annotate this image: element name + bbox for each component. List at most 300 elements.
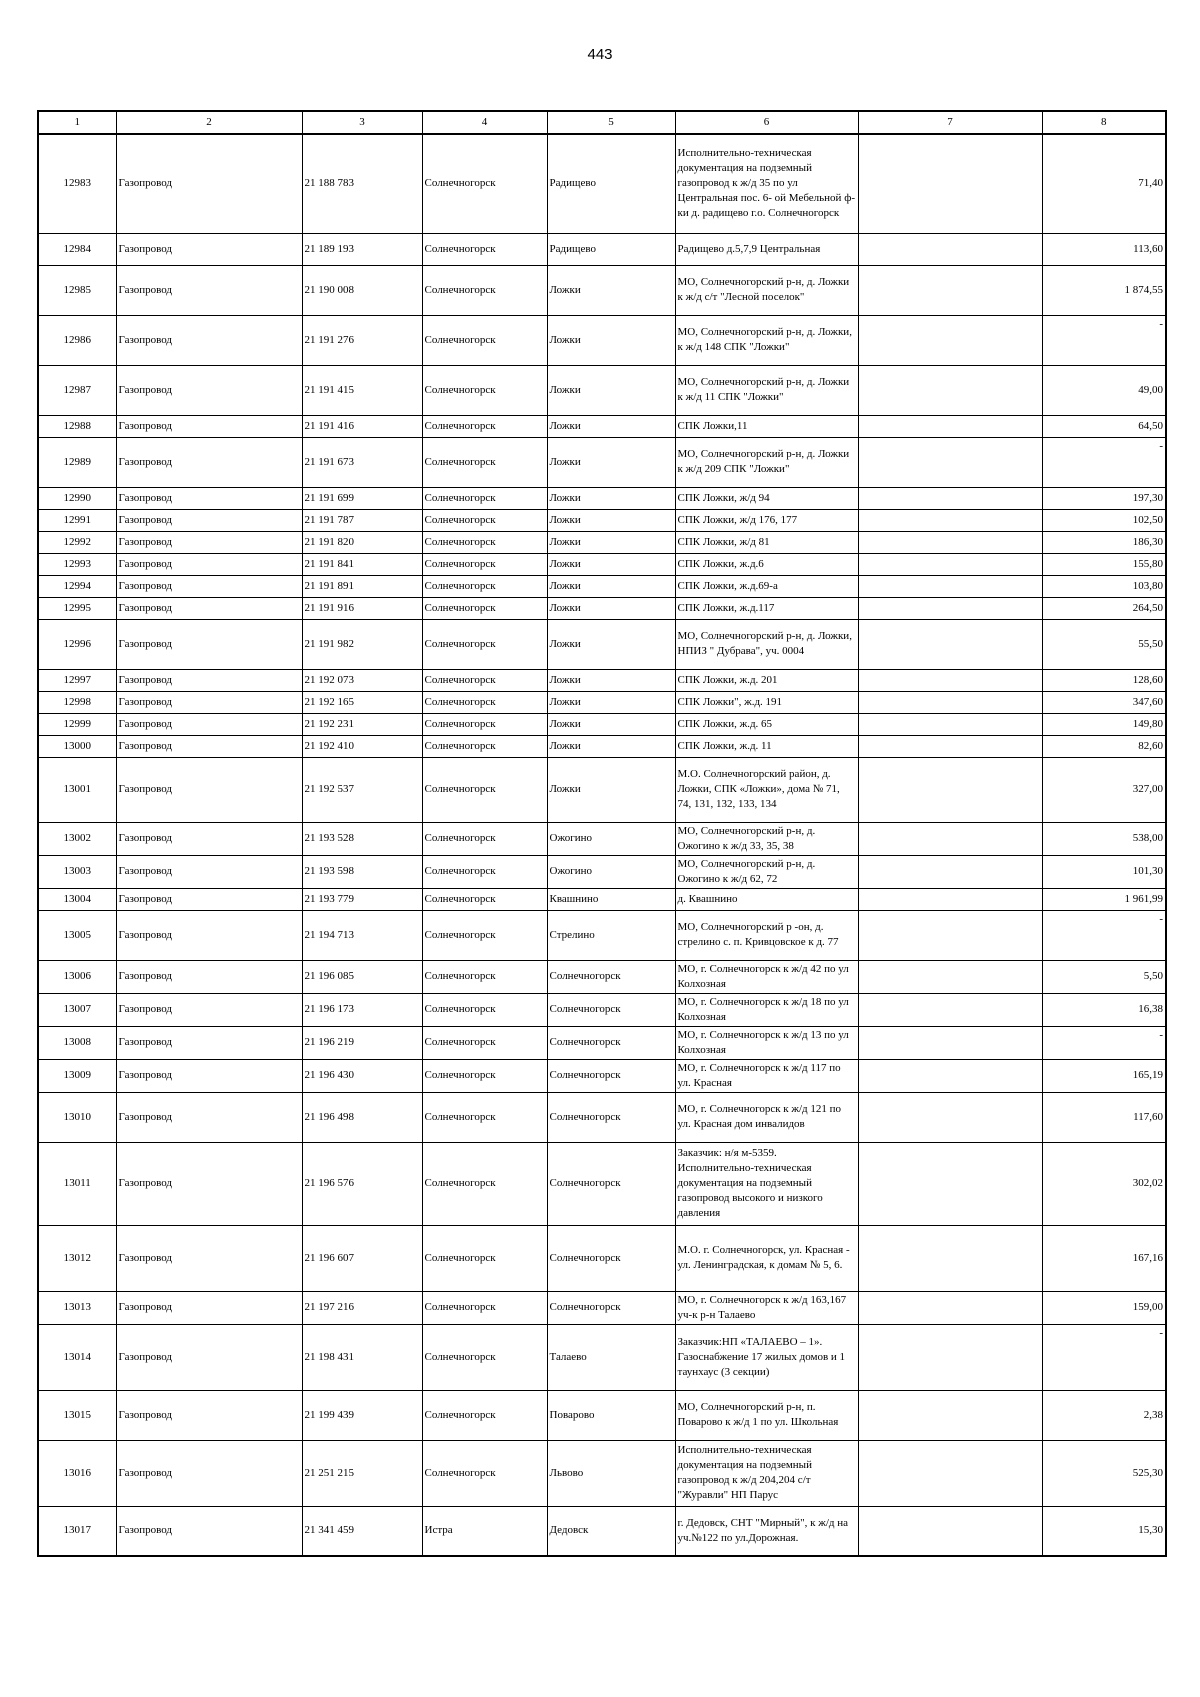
cell-object-type: Газопровод bbox=[116, 415, 302, 437]
cell-address: МО, Солнечногорский р-н, п. Поварово к ж/д 1 по ул. Школьная bbox=[675, 1390, 858, 1440]
cell-address: МО, Солнечногорский р-н, д. Ожогино к ж/д 33, 35, 38 bbox=[675, 822, 858, 855]
cell-column-7 bbox=[858, 713, 1042, 735]
cell-value: 16,38 bbox=[1042, 993, 1166, 1026]
table-row bbox=[38, 757, 1166, 822]
cell-registry-number: 21 191 276 bbox=[302, 315, 422, 365]
cell-column-7 bbox=[858, 993, 1042, 1026]
table-row bbox=[38, 1092, 1166, 1142]
cell-district: Солнечногорск bbox=[422, 1324, 547, 1390]
cell-row-number: 12994 bbox=[38, 575, 116, 597]
cell-object-type: Газопровод bbox=[116, 531, 302, 553]
cell-registry-number: 21 190 008 bbox=[302, 265, 422, 315]
cell-value: 538,00 bbox=[1042, 822, 1166, 855]
cell-address: МО, Солнечногорский р-н, д. Ложки, к ж/д 148 СПК "Ложки" bbox=[675, 315, 858, 365]
cell-column-7 bbox=[858, 1291, 1042, 1324]
cell-row-number: 12999 bbox=[38, 713, 116, 735]
cell-row-number: 12983 bbox=[38, 134, 116, 233]
column-header: 2 bbox=[116, 111, 302, 134]
cell-row-number: 13012 bbox=[38, 1225, 116, 1291]
cell-registry-number: 21 193 779 bbox=[302, 888, 422, 910]
table-row bbox=[38, 855, 1166, 888]
cell-row-number: 12993 bbox=[38, 553, 116, 575]
cell-object-type: Газопровод bbox=[116, 757, 302, 822]
cell-address: Исполнительно-техническая документация на подземный газопровод к ж/д 204,204 с/т "Журавли" НП Парус bbox=[675, 1440, 858, 1506]
table-row bbox=[38, 1324, 1166, 1390]
cell-registry-number: 21 191 916 bbox=[302, 597, 422, 619]
cell-locality: Ложки bbox=[547, 735, 675, 757]
cell-value: 149,80 bbox=[1042, 713, 1166, 735]
cell-address: МО, Солнечногорский р-н, д. Ложки, НПИЗ " Дубрава", уч. 0004 bbox=[675, 619, 858, 669]
cell-column-7 bbox=[858, 757, 1042, 822]
cell-row-number: 13007 bbox=[38, 993, 116, 1026]
page-number: 443 bbox=[587, 46, 613, 63]
cell-address: Радищево д.5,7,9 Центральная bbox=[675, 233, 858, 265]
cell-value: 49,00 bbox=[1042, 365, 1166, 415]
cell-address: МО, г. Солнечногорск к ж/д 121 по ул. Красная дом инвалидов bbox=[675, 1092, 858, 1142]
cell-value: 197,30 bbox=[1042, 487, 1166, 509]
cell-district: Солнечногорск bbox=[422, 713, 547, 735]
cell-address: СПК Ложки, ж.д.6 bbox=[675, 553, 858, 575]
cell-object-type: Газопровод bbox=[116, 669, 302, 691]
cell-district: Солнечногорск bbox=[422, 669, 547, 691]
cell-row-number: 13014 bbox=[38, 1324, 116, 1390]
cell-object-type: Газопровод bbox=[116, 134, 302, 233]
cell-registry-number: 21 196 576 bbox=[302, 1142, 422, 1225]
cell-object-type: Газопровод bbox=[116, 691, 302, 713]
cell-district: Солнечногорск bbox=[422, 619, 547, 669]
cell-locality: Ложки bbox=[547, 265, 675, 315]
cell-row-number: 13011 bbox=[38, 1142, 116, 1225]
cell-registry-number: 21 196 173 bbox=[302, 993, 422, 1026]
cell-address: СПК Ложки,11 bbox=[675, 415, 858, 437]
cell-column-7 bbox=[858, 1506, 1042, 1556]
table-body bbox=[38, 134, 1166, 1556]
table-row bbox=[38, 1142, 1166, 1225]
cell-object-type: Газопровод bbox=[116, 575, 302, 597]
cell-row-number: 13015 bbox=[38, 1390, 116, 1440]
cell-object-type: Газопровод bbox=[116, 553, 302, 575]
cell-row-number: 13017 bbox=[38, 1506, 116, 1556]
cell-value: 1 874,55 bbox=[1042, 265, 1166, 315]
cell-column-7 bbox=[858, 1026, 1042, 1059]
cell-locality: Львово bbox=[547, 1440, 675, 1506]
cell-object-type: Газопровод bbox=[116, 1390, 302, 1440]
cell-column-7 bbox=[858, 365, 1042, 415]
cell-address: Заказчик:НП «ТАЛАЕВО – 1». Газоснабжение 17 жилых домов и 1 таунхаус (3 секции) bbox=[675, 1324, 858, 1390]
table-row bbox=[38, 735, 1166, 757]
cell-address: МО, г. Солнечногорск к ж/д 18 по ул Колхозная bbox=[675, 993, 858, 1026]
cell-object-type: Газопровод bbox=[116, 822, 302, 855]
cell-address: СПК Ложки, ж.д. 65 bbox=[675, 713, 858, 735]
cell-registry-number: 21 188 783 bbox=[302, 134, 422, 233]
cell-row-number: 13010 bbox=[38, 1092, 116, 1142]
cell-row-number: 13006 bbox=[38, 960, 116, 993]
cell-address: МО, Солнечногорский р-н, д. Ложки к ж/д 11 СПК "Ложки" bbox=[675, 365, 858, 415]
cell-district: Солнечногорск bbox=[422, 315, 547, 365]
cell-object-type: Газопровод bbox=[116, 265, 302, 315]
cell-column-7 bbox=[858, 315, 1042, 365]
cell-locality: Ложки bbox=[547, 575, 675, 597]
cell-registry-number: 21 191 416 bbox=[302, 415, 422, 437]
cell-row-number: 12987 bbox=[38, 365, 116, 415]
cell-row-number: 12984 bbox=[38, 233, 116, 265]
table-row bbox=[38, 910, 1166, 960]
cell-registry-number: 21 193 528 bbox=[302, 822, 422, 855]
table-row bbox=[38, 233, 1166, 265]
cell-value: 159,00 bbox=[1042, 1291, 1166, 1324]
cell-column-7 bbox=[858, 1059, 1042, 1092]
cell-district: Солнечногорск bbox=[422, 365, 547, 415]
cell-district: Солнечногорск bbox=[422, 1440, 547, 1506]
column-header: 7 bbox=[858, 111, 1042, 134]
cell-address: МО, Солнечногорский р -он, д. стрелино с. п. Кривцовское к д. 77 bbox=[675, 910, 858, 960]
cell-locality: Ложки bbox=[547, 713, 675, 735]
cell-address: МО, г. Солнечногорск к ж/д 163,167 уч-к р-н Талаево bbox=[675, 1291, 858, 1324]
cell-value: - bbox=[1042, 1026, 1166, 1059]
cell-value: 1 961,99 bbox=[1042, 888, 1166, 910]
cell-row-number: 13016 bbox=[38, 1440, 116, 1506]
cell-row-number: 13009 bbox=[38, 1059, 116, 1092]
cell-registry-number: 21 189 193 bbox=[302, 233, 422, 265]
cell-locality: Квашнино bbox=[547, 888, 675, 910]
cell-district: Истра bbox=[422, 1506, 547, 1556]
cell-object-type: Газопровод bbox=[116, 713, 302, 735]
cell-column-7 bbox=[858, 415, 1042, 437]
cell-registry-number: 21 191 841 bbox=[302, 553, 422, 575]
cell-object-type: Газопровод bbox=[116, 1092, 302, 1142]
cell-value: - bbox=[1042, 437, 1166, 487]
cell-address: М.О. Солнечногорский район, д. Ложки, СПК «Ложки», дома № 71, 74, 131, 132, 133, 134 bbox=[675, 757, 858, 822]
table-row bbox=[38, 1506, 1166, 1556]
cell-district: Солнечногорск bbox=[422, 575, 547, 597]
cell-registry-number: 21 191 820 bbox=[302, 531, 422, 553]
cell-registry-number: 21 341 459 bbox=[302, 1506, 422, 1556]
cell-object-type: Газопровод bbox=[116, 1506, 302, 1556]
cell-value: - bbox=[1042, 910, 1166, 960]
cell-column-7 bbox=[858, 487, 1042, 509]
cell-row-number: 12992 bbox=[38, 531, 116, 553]
cell-column-7 bbox=[858, 888, 1042, 910]
cell-district: Солнечногорск bbox=[422, 415, 547, 437]
cell-registry-number: 21 192 165 bbox=[302, 691, 422, 713]
cell-column-7 bbox=[858, 1225, 1042, 1291]
cell-column-7 bbox=[858, 1324, 1042, 1390]
cell-address: г. Дедовск, СНТ "Мирный", к ж/д на уч.№122 по ул.Дорожная. bbox=[675, 1506, 858, 1556]
cell-locality: Ожогино bbox=[547, 822, 675, 855]
table-row bbox=[38, 575, 1166, 597]
cell-locality: Радищево bbox=[547, 134, 675, 233]
table-row bbox=[38, 1225, 1166, 1291]
cell-registry-number: 21 191 787 bbox=[302, 509, 422, 531]
column-header: 3 bbox=[302, 111, 422, 134]
table-row bbox=[38, 1026, 1166, 1059]
cell-column-7 bbox=[858, 437, 1042, 487]
cell-column-7 bbox=[858, 735, 1042, 757]
cell-district: Солнечногорск bbox=[422, 1291, 547, 1324]
table-row bbox=[38, 487, 1166, 509]
table-row bbox=[38, 134, 1166, 233]
cell-row-number: 12995 bbox=[38, 597, 116, 619]
table-row bbox=[38, 888, 1166, 910]
cell-value: 186,30 bbox=[1042, 531, 1166, 553]
table-row bbox=[38, 509, 1166, 531]
table-row bbox=[38, 415, 1166, 437]
cell-row-number: 12986 bbox=[38, 315, 116, 365]
table-row bbox=[38, 531, 1166, 553]
cell-value: 55,50 bbox=[1042, 619, 1166, 669]
cell-registry-number: 21 191 699 bbox=[302, 487, 422, 509]
cell-registry-number: 21 198 431 bbox=[302, 1324, 422, 1390]
cell-district: Солнечногорск bbox=[422, 1092, 547, 1142]
cell-registry-number: 21 196 607 bbox=[302, 1225, 422, 1291]
cell-locality: Солнечногорск bbox=[547, 1225, 675, 1291]
cell-value: 2,38 bbox=[1042, 1390, 1166, 1440]
table-row bbox=[38, 315, 1166, 365]
cell-value: 347,60 bbox=[1042, 691, 1166, 713]
cell-registry-number: 21 194 713 bbox=[302, 910, 422, 960]
cell-row-number: 13000 bbox=[38, 735, 116, 757]
cell-district: Солнечногорск bbox=[422, 134, 547, 233]
cell-district: Солнечногорск bbox=[422, 487, 547, 509]
cell-row-number: 12988 bbox=[38, 415, 116, 437]
table-row bbox=[38, 713, 1166, 735]
cell-registry-number: 21 193 598 bbox=[302, 855, 422, 888]
cell-district: Солнечногорск bbox=[422, 597, 547, 619]
cell-column-7 bbox=[858, 910, 1042, 960]
cell-address: СПК Ложки", ж.д. 191 bbox=[675, 691, 858, 713]
cell-locality: Солнечногорск bbox=[547, 1142, 675, 1225]
cell-object-type: Газопровод bbox=[116, 855, 302, 888]
cell-locality: Дедовск bbox=[547, 1506, 675, 1556]
cell-object-type: Газопровод bbox=[116, 509, 302, 531]
cell-district: Солнечногорск bbox=[422, 1225, 547, 1291]
cell-locality: Солнечногорск bbox=[547, 993, 675, 1026]
cell-district: Солнечногорск bbox=[422, 553, 547, 575]
cell-address: МО, Солнечногорский р-н, д. Ложки к ж/д с/т "Лесной поселок" bbox=[675, 265, 858, 315]
table-row bbox=[38, 1390, 1166, 1440]
cell-object-type: Газопровод bbox=[116, 993, 302, 1026]
cell-district: Солнечногорск bbox=[422, 1390, 547, 1440]
cell-object-type: Газопровод bbox=[116, 597, 302, 619]
cell-district: Солнечногорск bbox=[422, 822, 547, 855]
cell-district: Солнечногорск bbox=[422, 1026, 547, 1059]
cell-district: Солнечногорск bbox=[422, 757, 547, 822]
cell-district: Солнечногорск bbox=[422, 960, 547, 993]
cell-district: Солнечногорск bbox=[422, 233, 547, 265]
cell-registry-number: 21 191 673 bbox=[302, 437, 422, 487]
cell-registry-number: 21 192 073 bbox=[302, 669, 422, 691]
cell-locality: Ложки bbox=[547, 691, 675, 713]
cell-address: М.О. г. Солнечногорск, ул. Красная - ул. Ленинградская, к домам № 5, 6. bbox=[675, 1225, 858, 1291]
cell-value: 167,16 bbox=[1042, 1225, 1166, 1291]
cell-district: Солнечногорск bbox=[422, 735, 547, 757]
cell-locality: Ложки bbox=[547, 757, 675, 822]
cell-value: 102,50 bbox=[1042, 509, 1166, 531]
cell-value: 165,19 bbox=[1042, 1059, 1166, 1092]
table-row bbox=[38, 437, 1166, 487]
cell-object-type: Газопровод bbox=[116, 960, 302, 993]
cell-address: д. Квашнино bbox=[675, 888, 858, 910]
cell-address: СПК Ложки, ж/д 81 bbox=[675, 531, 858, 553]
cell-locality: Ложки bbox=[547, 619, 675, 669]
cell-column-7 bbox=[858, 597, 1042, 619]
cell-registry-number: 21 196 219 bbox=[302, 1026, 422, 1059]
table-row bbox=[38, 1291, 1166, 1324]
table-row bbox=[38, 1059, 1166, 1092]
cell-value: 5,50 bbox=[1042, 960, 1166, 993]
column-header: 5 bbox=[547, 111, 675, 134]
cell-registry-number: 21 192 410 bbox=[302, 735, 422, 757]
column-header: 6 bbox=[675, 111, 858, 134]
cell-registry-number: 21 192 537 bbox=[302, 757, 422, 822]
cell-locality: Стрелино bbox=[547, 910, 675, 960]
cell-address: МО, г. Солнечногорск к ж/д 117 по ул. Красная bbox=[675, 1059, 858, 1092]
cell-value: - bbox=[1042, 315, 1166, 365]
cell-registry-number: 21 192 231 bbox=[302, 713, 422, 735]
cell-column-7 bbox=[858, 960, 1042, 993]
cell-district: Солнечногорск bbox=[422, 855, 547, 888]
cell-address: СПК Ложки, ж/д 176, 177 bbox=[675, 509, 858, 531]
cell-row-number: 12997 bbox=[38, 669, 116, 691]
cell-column-7 bbox=[858, 855, 1042, 888]
cell-object-type: Газопровод bbox=[116, 487, 302, 509]
cell-locality: Солнечногорск bbox=[547, 1026, 675, 1059]
cell-column-7 bbox=[858, 669, 1042, 691]
table-row bbox=[38, 993, 1166, 1026]
cell-value: 71,40 bbox=[1042, 134, 1166, 233]
cell-locality: Ложки bbox=[547, 415, 675, 437]
cell-column-7 bbox=[858, 822, 1042, 855]
registry-table bbox=[37, 110, 1167, 1557]
cell-value: 327,00 bbox=[1042, 757, 1166, 822]
table-row bbox=[38, 669, 1166, 691]
cell-locality: Солнечногорск bbox=[547, 960, 675, 993]
cell-value: 302,02 bbox=[1042, 1142, 1166, 1225]
cell-district: Солнечногорск bbox=[422, 1059, 547, 1092]
cell-registry-number: 21 197 216 bbox=[302, 1291, 422, 1324]
table-row bbox=[38, 597, 1166, 619]
cell-value: - bbox=[1042, 1324, 1166, 1390]
cell-locality: Ложки bbox=[547, 509, 675, 531]
cell-column-7 bbox=[858, 509, 1042, 531]
cell-row-number: 13005 bbox=[38, 910, 116, 960]
cell-column-7 bbox=[858, 691, 1042, 713]
cell-column-7 bbox=[858, 1440, 1042, 1506]
cell-district: Солнечногорск bbox=[422, 888, 547, 910]
table-row bbox=[38, 691, 1166, 713]
cell-value: 155,80 bbox=[1042, 553, 1166, 575]
cell-row-number: 12990 bbox=[38, 487, 116, 509]
cell-locality: Солнечногорск bbox=[547, 1059, 675, 1092]
cell-object-type: Газопровод bbox=[116, 619, 302, 669]
cell-address: СПК Ложки, ж.д. 11 bbox=[675, 735, 858, 757]
cell-district: Солнечногорск bbox=[422, 691, 547, 713]
cell-object-type: Газопровод bbox=[116, 735, 302, 757]
cell-locality: Ложки bbox=[547, 669, 675, 691]
cell-locality: Ложки bbox=[547, 437, 675, 487]
cell-address: МО, г. Солнечногорск к ж/д 13 по ул Колхозная bbox=[675, 1026, 858, 1059]
cell-address: СПК Ложки, ж/д 94 bbox=[675, 487, 858, 509]
cell-registry-number: 21 196 085 bbox=[302, 960, 422, 993]
cell-district: Солнечногорск bbox=[422, 910, 547, 960]
cell-registry-number: 21 196 430 bbox=[302, 1059, 422, 1092]
cell-locality: Ложки bbox=[547, 531, 675, 553]
cell-address: Исполнительно-техническая документация на подземный газопровод к ж/д 35 по ул Центральная пос. 6- ой Мебельной ф-ки д. радищево г.о. Солнечногорск bbox=[675, 134, 858, 233]
cell-object-type: Газопровод bbox=[116, 1059, 302, 1092]
cell-object-type: Газопровод bbox=[116, 888, 302, 910]
cell-locality: Ложки bbox=[547, 365, 675, 415]
cell-locality: Ожогино bbox=[547, 855, 675, 888]
cell-locality: Ложки bbox=[547, 597, 675, 619]
cell-value: 113,60 bbox=[1042, 233, 1166, 265]
cell-locality: Талаево bbox=[547, 1324, 675, 1390]
cell-column-7 bbox=[858, 1390, 1042, 1440]
cell-column-7 bbox=[858, 134, 1042, 233]
cell-district: Солнечногорск bbox=[422, 265, 547, 315]
cell-row-number: 12996 bbox=[38, 619, 116, 669]
cell-address: МО, Солнечногорский р-н, д. Ожогино к ж/д 62, 72 bbox=[675, 855, 858, 888]
cell-address: СПК Ложки, ж.д. 201 bbox=[675, 669, 858, 691]
cell-locality: Солнечногорск bbox=[547, 1092, 675, 1142]
cell-row-number: 13013 bbox=[38, 1291, 116, 1324]
cell-value: 117,60 bbox=[1042, 1092, 1166, 1142]
table-row bbox=[38, 553, 1166, 575]
cell-locality: Солнечногорск bbox=[547, 1291, 675, 1324]
cell-column-7 bbox=[858, 265, 1042, 315]
cell-row-number: 13001 bbox=[38, 757, 116, 822]
cell-registry-number: 21 199 439 bbox=[302, 1390, 422, 1440]
cell-row-number: 13004 bbox=[38, 888, 116, 910]
cell-value: 103,80 bbox=[1042, 575, 1166, 597]
cell-address: МО, г. Солнечногорск к ж/д 42 по ул Колхозная bbox=[675, 960, 858, 993]
cell-district: Солнечногорск bbox=[422, 509, 547, 531]
cell-object-type: Газопровод bbox=[116, 365, 302, 415]
cell-value: 101,30 bbox=[1042, 855, 1166, 888]
cell-registry-number: 21 196 498 bbox=[302, 1092, 422, 1142]
cell-registry-number: 21 251 215 bbox=[302, 1440, 422, 1506]
cell-locality: Ложки bbox=[547, 487, 675, 509]
cell-value: 64,50 bbox=[1042, 415, 1166, 437]
cell-column-7 bbox=[858, 531, 1042, 553]
cell-registry-number: 21 191 982 bbox=[302, 619, 422, 669]
cell-object-type: Газопровод bbox=[116, 437, 302, 487]
cell-column-7 bbox=[858, 553, 1042, 575]
cell-column-7 bbox=[858, 1092, 1042, 1142]
cell-district: Солнечногорск bbox=[422, 1142, 547, 1225]
header-row bbox=[38, 111, 1166, 134]
column-header: 4 bbox=[422, 111, 547, 134]
cell-object-type: Газопровод bbox=[116, 1026, 302, 1059]
table-row bbox=[38, 619, 1166, 669]
cell-value: 264,50 bbox=[1042, 597, 1166, 619]
cell-object-type: Газопровод bbox=[116, 1142, 302, 1225]
cell-district: Солнечногорск bbox=[422, 993, 547, 1026]
table-row bbox=[38, 1440, 1166, 1506]
cell-value: 525,30 bbox=[1042, 1440, 1166, 1506]
cell-row-number: 13003 bbox=[38, 855, 116, 888]
table-row bbox=[38, 822, 1166, 855]
cell-object-type: Газопровод bbox=[116, 1225, 302, 1291]
cell-object-type: Газопровод bbox=[116, 1291, 302, 1324]
cell-value: 15,30 bbox=[1042, 1506, 1166, 1556]
cell-row-number: 13008 bbox=[38, 1026, 116, 1059]
cell-column-7 bbox=[858, 575, 1042, 597]
cell-object-type: Газопровод bbox=[116, 910, 302, 960]
cell-address: СПК Ложки, ж.д.117 bbox=[675, 597, 858, 619]
table-row bbox=[38, 265, 1166, 315]
cell-address: СПК Ложки, ж.д.69-а bbox=[675, 575, 858, 597]
cell-address: Заказчик: н/я м-5359. Исполнительно-техническая документация на подземный газопровод высокого и низкого давления bbox=[675, 1142, 858, 1225]
